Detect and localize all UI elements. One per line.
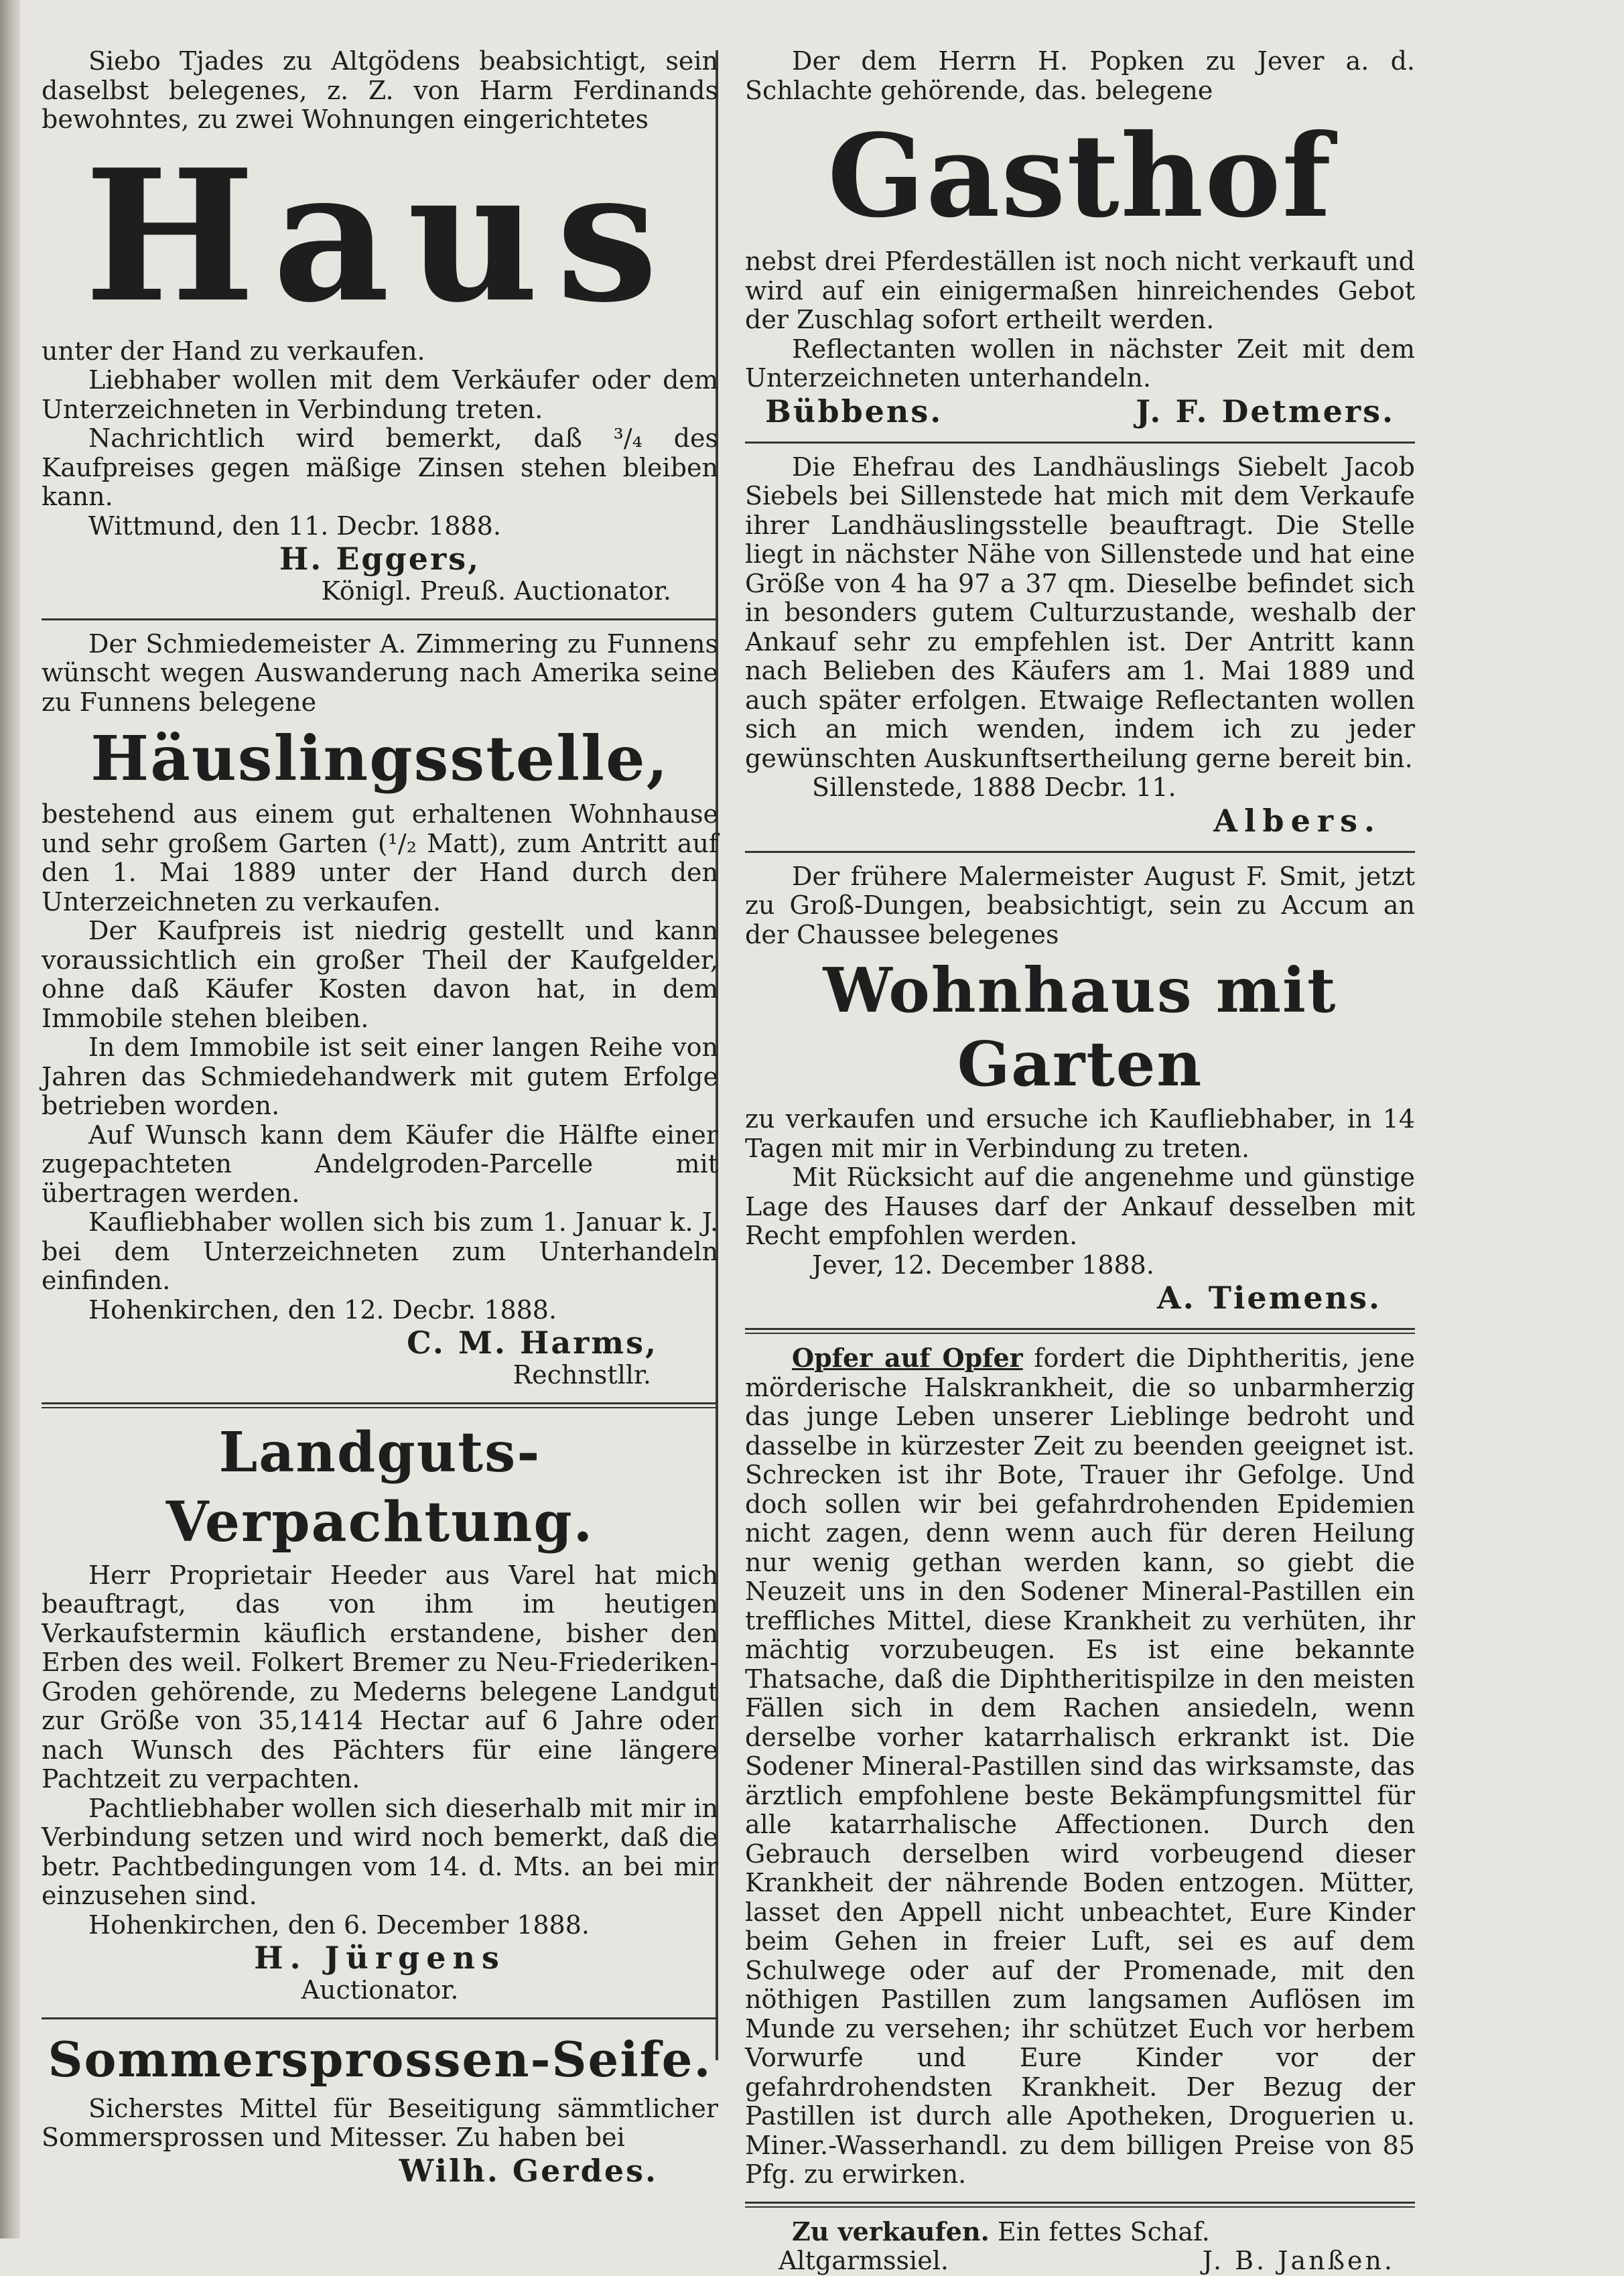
schaf-signer: J. B. Janßen. — [1202, 2246, 1395, 2275]
schaf-text — [745, 2217, 1415, 2247]
haus-body-1: unter der Hand zu verkaufen. — [42, 336, 425, 366]
ad-sommersprossen-seife — [42, 2029, 718, 2189]
wohnhaus-body-1: zu verkaufen und ersuche ich Kaufliebhaber, in 14 Tagen mit mir in Verbindung zu treten. — [745, 1104, 1415, 1163]
wohnhaus-body-2: Mit Rücksicht auf die angenehme und günstige Lage des Hauses darf der Ankauf desselben mit Recht empfohlen werden. — [745, 1162, 1415, 1250]
haeusling-title: Häuslingsstelle, — [90, 722, 669, 795]
gasthof-signer: J. F. Detmers. — [1136, 393, 1395, 429]
haus-date: Wittmund, den 11. Decbr. 1888. — [88, 511, 501, 541]
haeusling-body-1: bestehend aus einem gut erhaltenen Wohnhause und sehr großem Garten (¹/₂ Matt), zum Antritt auf den 1. Mai 1889 unter der Hand durch den Unterzeichneten zu verkaufen. — [42, 799, 718, 917]
schaf-lead: Zu verkaufen. — [792, 2216, 990, 2247]
gasthof-title: Gasthof — [827, 109, 1333, 243]
haus-intro: Siebo Tjades zu Altgödens beabsichtigt, sein daselbst belegenes, z. Z. von Harm Ferdinands bewohntes, zu zwei Wohnungen eingerichtetes — [42, 46, 718, 134]
haeusling-date: Hohenkirchen, den 12. Decbr. 1888. — [88, 1294, 557, 1325]
wohnhaus-signer: A. Tiemens. — [1157, 1280, 1381, 1316]
haeusling-intro: Der Schmiedemeister A. Zimmering zu Funnens wünscht wegen Auswanderung nach Amerika seine zu Funnens belegene — [42, 628, 718, 717]
ad-haus — [42, 47, 718, 606]
haus-body-3: Nachrichtlich wird bemerkt, daß ³/₄ des Kaufpreises gegen mäßige Zinsen stehen bleiben kann. — [42, 423, 718, 511]
haeusling-body-2: Der Kaufpreis ist niedrig gestellt und kann voraussichtlich ein großer Theil der Kaufgelder, ohne daß Käufer Kosten davon hat, in dem Immobile stehen bleiben. — [42, 916, 718, 1033]
divider — [42, 2017, 718, 2019]
wohnhaus-date: Jever, 12. December 1888. — [812, 1250, 1154, 1280]
seife-title: Sommersprossen-Seife. — [48, 2030, 712, 2088]
ad-haeuslingsstelle — [42, 630, 718, 1390]
divider — [42, 1402, 718, 1408]
divider — [745, 442, 1415, 444]
page-edge — [0, 0, 20, 2238]
landgut-body-1: Herr Proprietair Heeder aus Varel hat mich beauftragt, das von ihm im heutigen Verkaufstermin käuflich erstandene, bisher den Erben des weil. Folkert Bremer zu Neu-Friederiken-Groden gehörende, zu Mederns belegene Landgut zur Größe von 35,1414 Hectar auf 6 Jahre oder nach Wunsch des Pächters für eine längere Pachtzeit zu verpachten. — [42, 1560, 718, 1794]
opfer-lead: Opfer auf Opfer — [792, 1343, 1023, 1373]
schaf-place: Altgarmssiel. — [779, 2246, 949, 2275]
haus-body-2: Liebhaber wollen mit dem Verkäufer oder dem Unterzeichneten in Verbindung treten. — [42, 365, 718, 424]
schaf-body-1: Ein fettes Schaf. — [997, 2216, 1210, 2247]
haeusling-body-4: Auf Wunsch kann dem Käufer die Hälfte einer zugepachteten Andelgroden-Parcelle mit übertragen werden. — [42, 1120, 718, 1208]
haus-signer: H. Eggers, — [279, 541, 481, 577]
schaf-signature-row — [745, 2247, 1415, 2276]
gasthof-body-1: nebst drei Pferdeställen ist noch nicht verkauft und wird auf ein einigermaßen hinreichendes Gebot der Zuschlag sofort ertheilt werden. — [745, 247, 1415, 334]
divider — [42, 618, 718, 620]
wohnhaus-intro: Der frühere Malermeister August F. Smit, jetzt zu Groß-Dungen, beabsichtigt, sein zu Accum an der Chaussee belegenes — [745, 861, 1415, 949]
divider — [745, 1328, 1415, 1334]
haeusling-role: Rechnstllr. — [513, 1360, 651, 1390]
ad-landguts-verpachtung — [42, 1418, 718, 2005]
landhaeusling-body-1: Die Ehefrau des Landhäuslings Siebelt Jacob Siebels bei Sillenstede hat mich mit dem Verkaufe ihrer Landhäuslingsstelle beauftragt. Die Stelle liegt in nächster Nähe von Sillenstede und hat eine Größe von 4 ha 97 a 37 qm. Dieselbe befindet sich in besonders gutem Culturzustande, weshalb der Ankauf sehr zu empfehlen ist. Der Antritt kann nach Belieben des Käufers am 1. Mai 1889 und auch später erfolgen. Etwaige Reflectanten wollen sich an mich wenden, indem ich zu jeder gewünschten Auskunftsertheilung gerne bereit bin. — [745, 452, 1415, 773]
seife-body-1: Sicherstes Mittel für Beseitigung sämmtlicher Sommersprossen und Mitesser. Zu haben bei — [42, 2093, 718, 2152]
divider — [745, 851, 1415, 853]
ad-schaf — [745, 2217, 1415, 2276]
landgut-date: Hohenkirchen, den 6. December 1888. — [88, 1910, 590, 1940]
haeusling-signer: C. M. Harms, — [407, 1325, 658, 1361]
ad-gasthof — [745, 47, 1415, 429]
ad-diphtheritis — [745, 1343, 1415, 2190]
haus-role: Königl. Preuß. Auctionator. — [321, 576, 671, 606]
haus-title: Haus — [84, 129, 676, 342]
landgut-body-2: Pachtliebhaber wollen sich dieserhalb mit mir in Verbindung setzen und wird noch bemerkt, daß die betr. Pachtbedingungen vom 14. d. Mts. an bei mir einzusehen sind. — [42, 1793, 718, 1910]
landgut-role: Auctionator. — [301, 1975, 459, 2005]
right-column — [745, 47, 1415, 2276]
haeusling-body-3: In dem Immobile ist seit einer langen Reihe von Jahren das Schmiedehandwerk mit gutem Erfolge betrieben worden. — [42, 1032, 718, 1120]
left-column — [42, 47, 718, 2189]
landhaeusling-date: Sillenstede, 1888 Decbr. 11. — [812, 773, 1176, 802]
landhaeusling-signer: Albers. — [1213, 802, 1381, 839]
gasthof-body-2: Reflectanten wollen in nächster Zeit mit dem Unterzeichneten unterhandeln. — [745, 334, 1415, 393]
haeusling-body-5: Kaufliebhaber wollen sich bis zum 1. Januar k. J. bei dem Unterzeichneten zum Unterhandeln einfinden. — [42, 1207, 718, 1295]
landgut-title: Landguts-Verpachtung. — [165, 1420, 594, 1554]
gasthof-place: Bübbens. — [765, 393, 943, 429]
ad-wohnhaus-mit-garten — [745, 862, 1415, 1317]
gasthof-signature-row — [745, 393, 1415, 429]
seife-signer: Wilh. Gerdes. — [399, 2152, 658, 2189]
opfer-text — [745, 1343, 1415, 2190]
gasthof-intro: Der dem Herrn H. Popken zu Jever a. d. Schlachte gehörende, das. belegene — [745, 46, 1415, 105]
ad-landhaeuslingsstelle — [745, 453, 1415, 839]
wohnhaus-title: Wohnhaus mit Garten — [823, 954, 1337, 1100]
opfer-body-1: fordert die Diphtheritis, jene mörderische Halskrankheit, die so unbarmherzig das junge Leben unserer Lieblinge bedroht und dasselbe in kürzester Zeit zu beenden geeignet ist. Schrecken ist ihr Bote, Trauer ihr Gefolge. Und doch sollen wir bei gefahrdrohenden Epidemien nicht zagen, denn wenn auch für deren Heilung nur wenig gethan werden kann, so giebt die Neuzeit uns in den Sodener Mineral-Pastillen ein treffliches Mittel, diese Krankheit zu verhüten, ihr mächtig vorzubeugen. Es ist eine bekannte Thatsache, daß die Diphtheritispilze in den meisten Fällen sich in dem Rachen ansiedeln, wenn derselbe vorher katarrhalisch erkrankt ist. Die Sodener Mineral-Pastillen sind das wirksamste, das ärztlich empfohlene beste Bekämpfungsmittel für alle katarrhalische Affectionen. Durch den Gebrauch derselben wird vorbeugend dieser Krankheit der nährende Boden entzogen. Mütter, lasset den Appell nicht unbeachtet, Eure Kinder beim Gehen in freier Luft, sei es auf dem Schulwege oder auf der Promenade, mit den nöthigen Pastillen zum langsamen Auflösen im Munde zu versehen; ihr schützet Euch vor herbem Vorwurfe und Eure Kinder vor der gefahrdrohendsten Krankheit. Der Bezug der Pastillen ist durch alle Apotheken, Droguerien u. Miner.-Wasserhandl. zu dem billigen Preise von 85 Pfg. zu erwirken. — [745, 1343, 1415, 2189]
divider — [745, 2202, 1415, 2208]
landgut-signer: H. Jürgens — [254, 1940, 506, 1976]
